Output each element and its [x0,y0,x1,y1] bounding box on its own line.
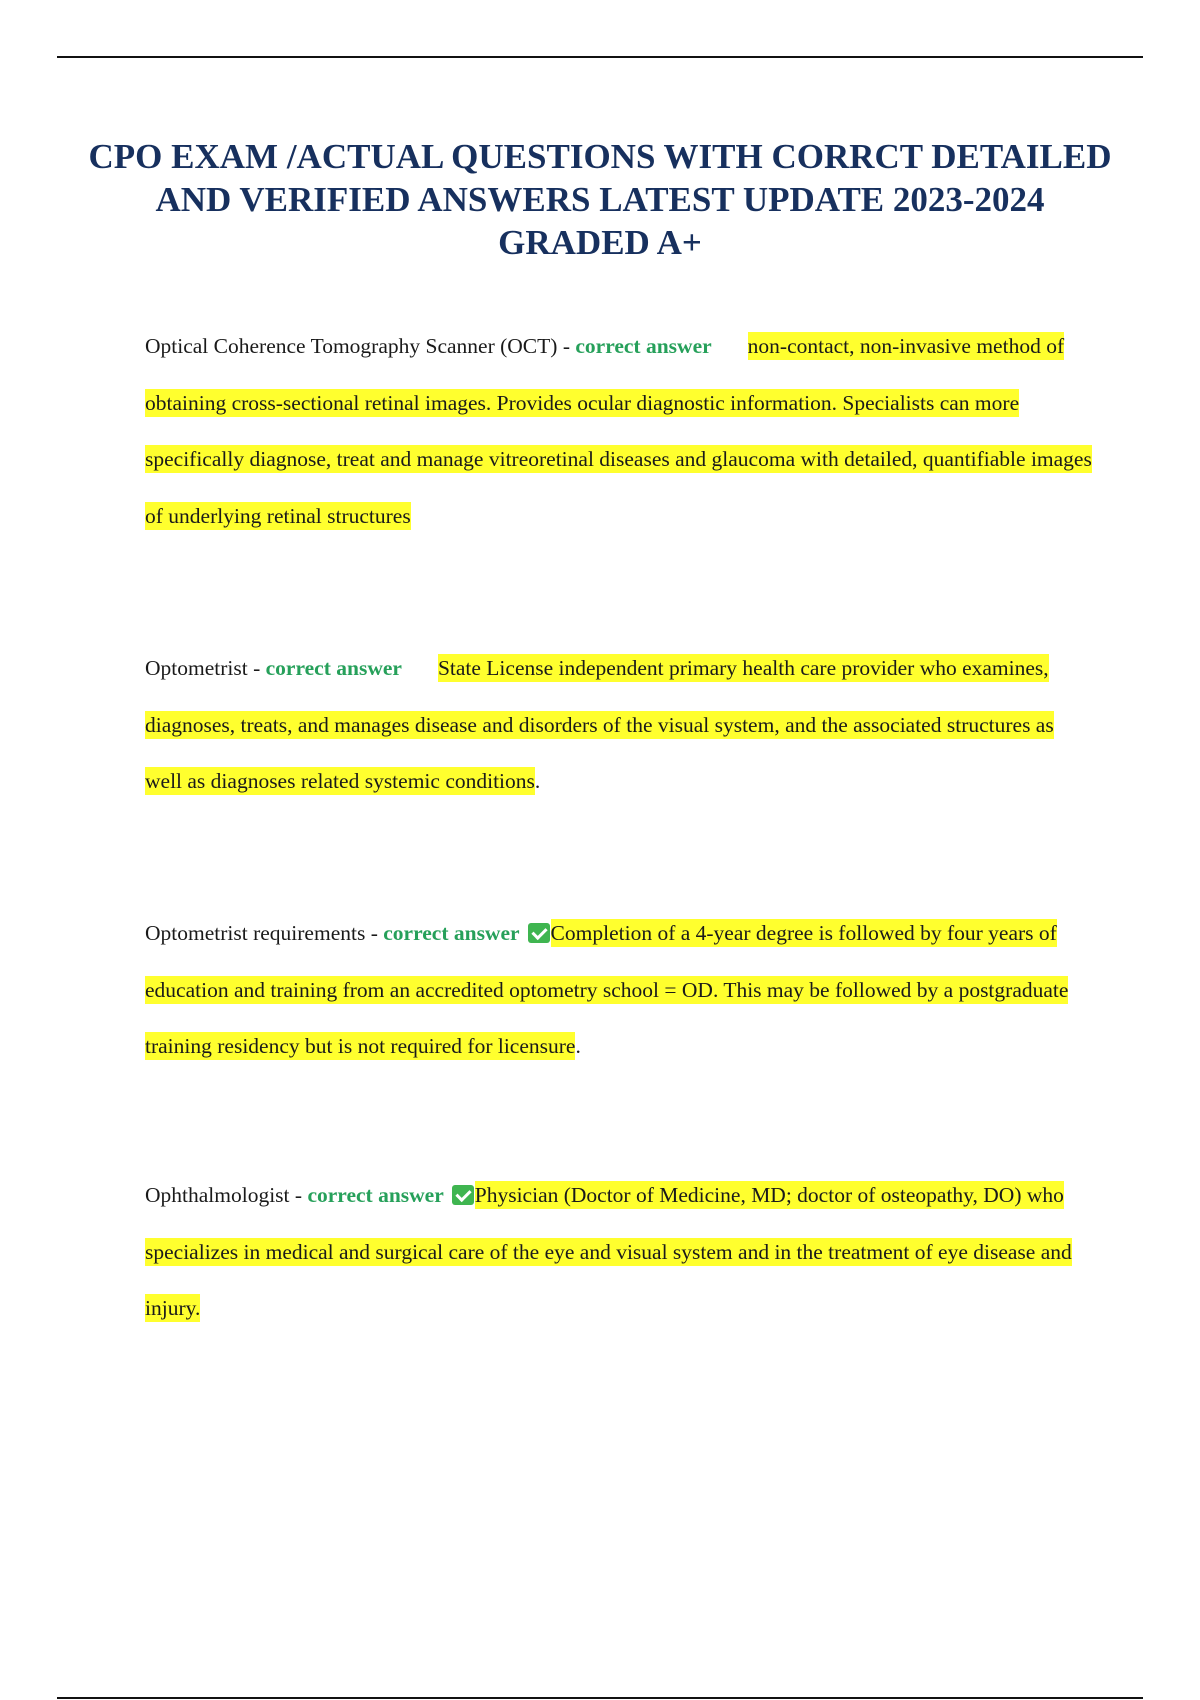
answer-text: non-contact, non-invasive method of obtaining cross-sectional retinal images. Provides ocular diagnostic information. Specialists can more specifically diagnose, treat and manage vitreoretinal diseases and glaucoma with detailed, quantifiable images of underlying retinal structures [145,334,1092,528]
separator: - [557,334,576,358]
check-mark-icon [528,923,550,943]
question-term: Optical Coherence Tomography Scanner (OCT) [145,334,558,358]
answer-text: Physician (Doctor of Medicine, MD; doctor of osteopathy, DO) who specializes in medical and surgical care of the eye and visual system and in the treatment of eye disease and injury. [145,1183,1072,1320]
qa-item [145,1167,1095,1337]
answer-trailing: . [534,769,541,793]
question-term: Optometrist [145,656,248,680]
correct-answer-label: correct answer [383,921,520,945]
question-term: Optometrist requirements [145,921,366,945]
check-mark-icon [452,1185,474,1205]
qa-item [145,640,1095,810]
separator: - [289,1183,308,1207]
correct-answer-label: correct answer [265,656,402,680]
answer-text: State License independent primary health care provider who examines, diagnoses, treats, and manages disease and disorders of the visual system, and the associated structures as well as diagnoses related systemic conditions [145,656,1054,793]
correct-answer-label: correct answer [307,1183,444,1207]
correct-answer-label: correct answer [575,334,712,358]
separator: - [365,921,384,945]
header-rule [57,56,1143,58]
document-title: CPO EXAM /ACTUAL QUESTIONS WITH CORRCT DETAILED AND VERIFIED ANSWERS LATEST UPDATE 2023-2024 GRADED A+ [88,137,1112,262]
qa-item [145,905,1095,1075]
footer-rule [57,1697,1143,1699]
question-term: Ophthalmologist [145,1183,290,1207]
separator: - [247,656,266,680]
qa-item [145,318,1095,544]
answer-text: Completion of a 4-year degree is followed by four years of education and training from an accredited optometry school = OD. This may be followed by a postgraduate training residency but is not required for licensure [145,921,1069,1058]
answer-trailing: . [575,1034,581,1058]
